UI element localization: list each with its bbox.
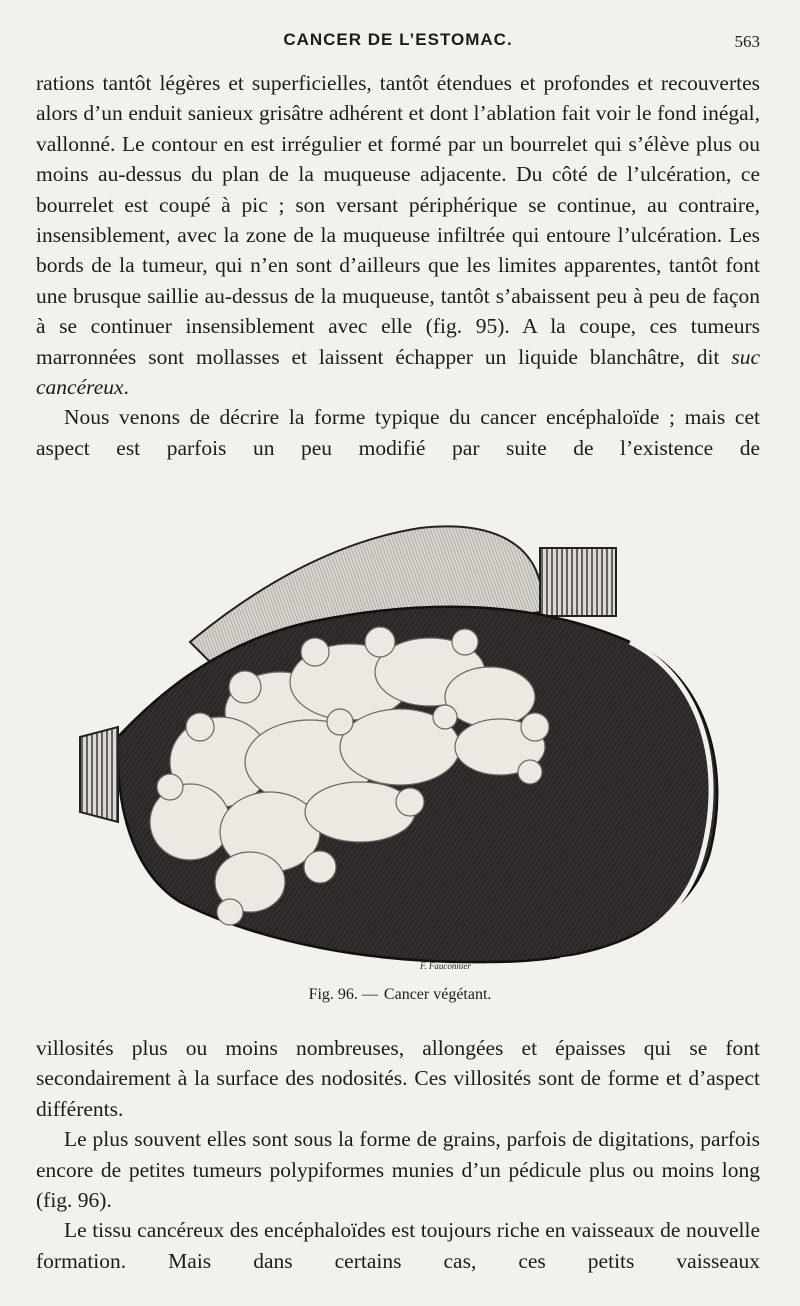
stomach-engraving [70, 522, 740, 972]
top-text-block [36, 68, 760, 463]
figure-illustration [70, 522, 740, 972]
running-head: CANCER DE L’ESTOMAC. [283, 30, 513, 49]
caption-number: Fig. 96. — [308, 986, 378, 1003]
bottom-text-block [36, 1033, 760, 1276]
paragraph-continued: villosités plus ou moins nombreuses, allongées et épaisses qui se font secondairement à la surface des nodosités. Ces villosités sont de forme et d’aspect différents. [36, 1036, 760, 1121]
cardia-tube [540, 548, 616, 616]
paragraph-continued [36, 68, 760, 402]
page-number: 563 [734, 32, 760, 51]
paragraph-period: . [123, 375, 129, 400]
paragraph: Le tissu cancéreux des encéphaloïdes est toujours riche en vaisseaux de nouvelle formation. Mais dans certains cas, ces petits vaisseaux [36, 1218, 760, 1273]
caption-text: Cancer végétant. [383, 986, 492, 1003]
pylorus [80, 727, 118, 822]
paragraph: Le plus souvent elles sont sous la forme de grains, parfois de digitations, parfois encore de petites tumeurs polypiformes munies d’un pédicule plus ou moins long (fig. 96). [36, 1127, 760, 1213]
paragraph: Nous venons de décrire la forme typique du cancer encéphaloïde ; mais cet aspect est parfois un peu modifié par suite de l’existence de [36, 405, 760, 460]
figure-caption [0, 986, 800, 1004]
page-header [36, 30, 760, 58]
italic-term: suc cancéreux [36, 344, 760, 400]
paragraph-text: rations tantôt légères et superficielles, tantôt étendues et profondes et recouvertes alors d’un enduit sanieux grisâtre adhérent et dont l’ablation fait voir le fond inégal, vallonné. Le contour en est irrégulier et formé par un bourrelet qui s’élève plus ou moins au-dessus du plan de la muqueuse adjacente. Du côté de l’ulcération, ce bourrelet est coupé à pic ; son versant périphérique se continue, au contraire, insensiblement, avec la zone de la muqueuse infiltrée qui entoure l’ulcération. Les bords de la tumeur, qui n’en sont d’ailleurs que les limites apparentes, tantôt font une brusque saillie au-dessus de la muqueuse, tantôt s’abaissent peu à peu de façon à se continuer insensiblement avec elle (fig. 95). A la coupe, ces tumeurs marronnées sont mollasses et laissent échapper un liquide blanchâtre, dit [36, 71, 760, 369]
engraver-signature: F. Fauconnier [420, 961, 471, 971]
